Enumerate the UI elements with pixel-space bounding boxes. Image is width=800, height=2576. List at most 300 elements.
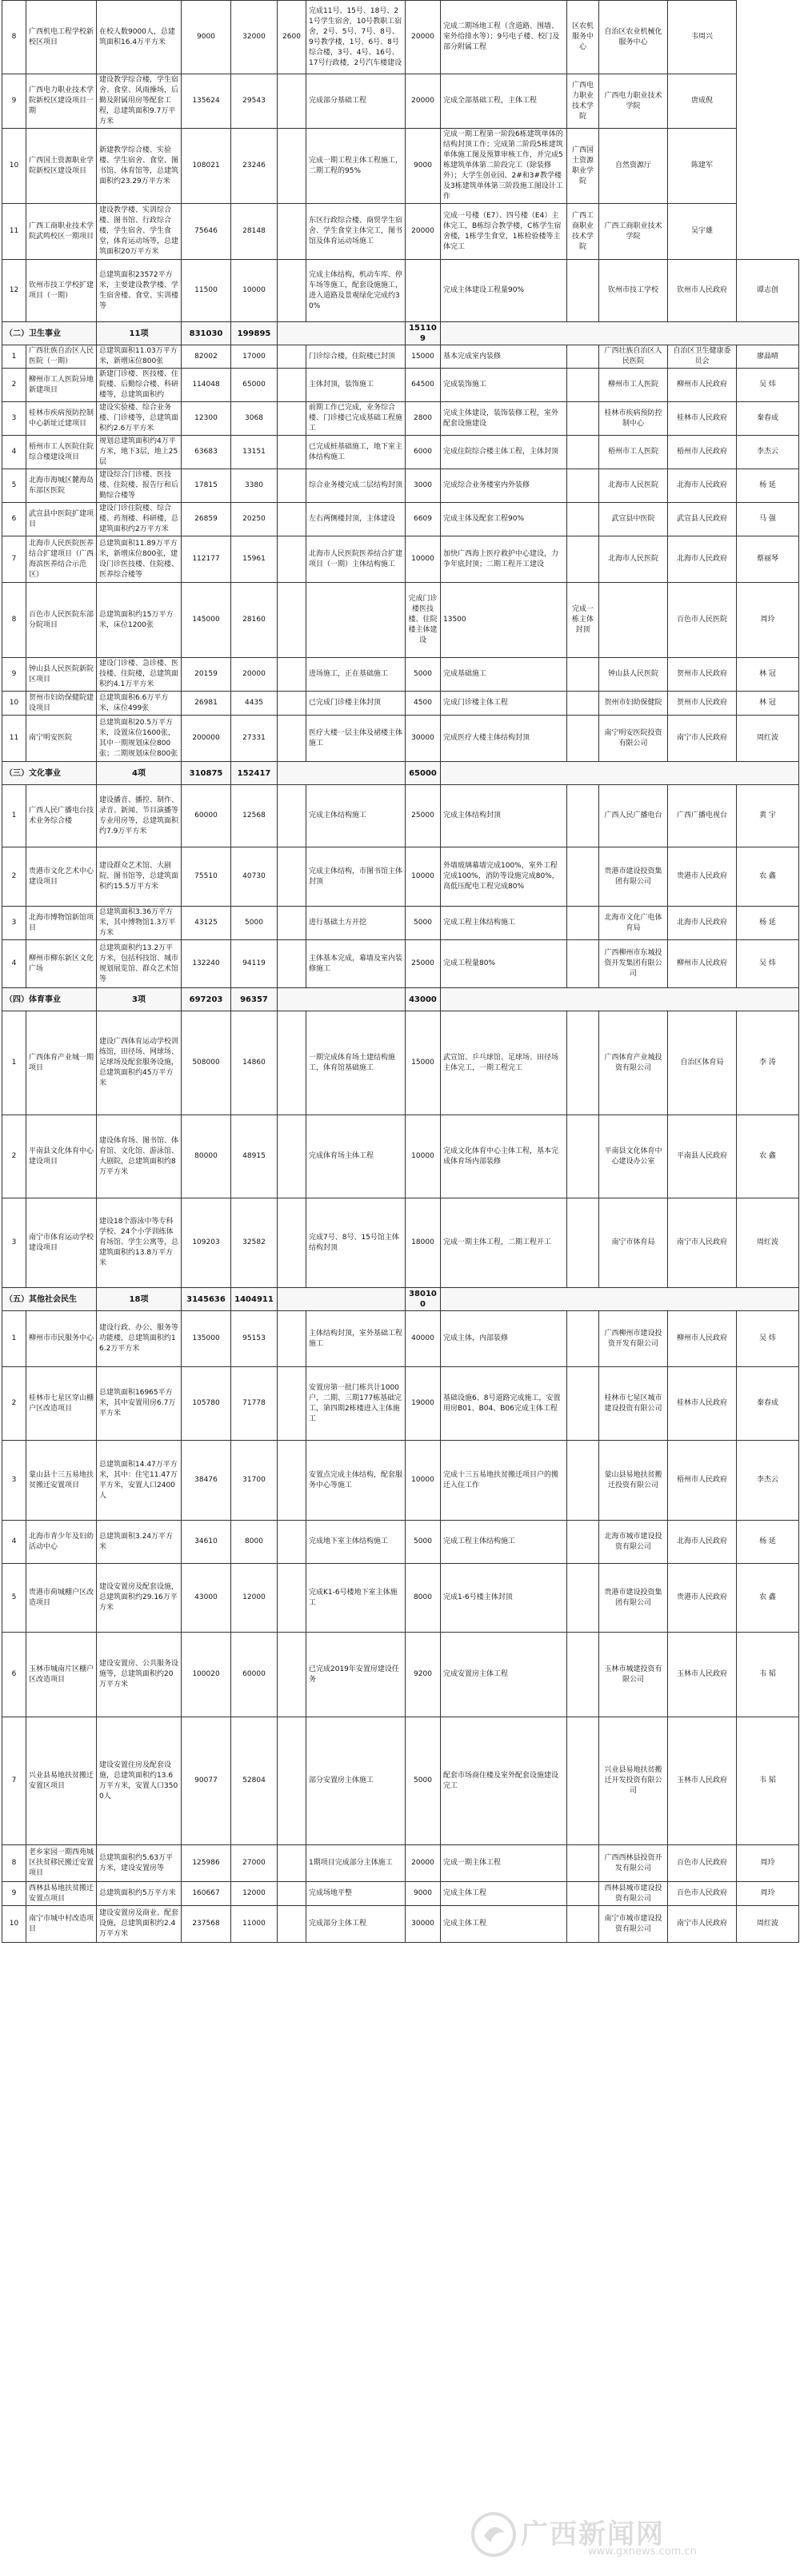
cell-contact-person: 农 鑫 <box>737 1564 799 1633</box>
cell-contact-person: 吴 炜 <box>737 940 799 988</box>
section-blank <box>278 1288 406 1311</box>
cell-annual-plan: 25000 <box>406 785 441 847</box>
cell-blank-col <box>278 345 306 369</box>
cell-blank-col <box>278 1906 306 1943</box>
cell-project-name: 柳州市柳东新区文化广场 <box>26 940 97 988</box>
cell-blank-col <box>278 503 306 536</box>
cell-responsible-department: 百色市人民政府 <box>668 1882 737 1906</box>
cell-blank-col <box>278 1115 306 1198</box>
cell-blank-col <box>567 1845 599 1882</box>
cell-contact-person: 周红波 <box>737 1906 799 1943</box>
cell-owner-unit: 广西人民广播电台 <box>599 785 668 847</box>
cell-responsible-department: 百色市人民政府 <box>668 1845 737 1882</box>
cell-progress-end-of-2019 <box>306 583 406 658</box>
cell-row-index: 10 <box>2 692 26 716</box>
cell-progress-end-of-2019: 一期完成体育场土建结构施工，体育馆基础施工 <box>306 1011 406 1115</box>
cell-project-name: 柳州市市民服务中心 <box>26 1311 97 1367</box>
cell-progress-end-of-2019: 完成7号、8号、15号馆主体结构封顶 <box>306 1198 406 1288</box>
cell-contact-person: 周玲 <box>737 583 799 658</box>
cell-row-index: 3 <box>2 907 26 940</box>
cell-project-name: 桂林市七星区穿山棚户区改造项目 <box>26 1367 97 1441</box>
cell-total-investment: 100020 <box>182 1633 231 1717</box>
cell-blank-col <box>567 907 599 940</box>
cell-responsible-department: 北海市人民政府 <box>668 536 737 583</box>
cell-project-name: 北海市博物馆新馆项目 <box>26 907 97 940</box>
cell-contact-person: 林 冠 <box>737 658 799 692</box>
section-count: 4项 <box>97 762 182 785</box>
cell-total-investment: 75646 <box>182 204 231 260</box>
cell-project-name: 广西人民广播电台技术业务综合楼 <box>26 785 97 847</box>
cell-blank-col <box>278 940 306 988</box>
cell-owner-unit: 蒙山县易地扶贫搬迁投资有限公司 <box>599 1441 668 1521</box>
cell-owner-unit: 北海市人民医院 <box>599 536 668 583</box>
cell-row-index: 8 <box>2 583 26 658</box>
table-row <box>2 74 799 129</box>
cell-completed-investment: 3068 <box>231 402 278 436</box>
cell-row-index: 1 <box>2 345 26 369</box>
cell-total-investment: 132240 <box>182 940 231 988</box>
cell-owner-unit: 广西电力职业技术学院 <box>599 74 668 129</box>
table-row <box>2 1011 799 1115</box>
cell-progress-end-of-2019: 已完成2019年安置房建设任务 <box>306 1633 406 1717</box>
cell-progress-end-of-2019: 完成场地平整 <box>306 1882 406 1906</box>
section-count: 18项 <box>97 1288 182 1311</box>
cell-total-investment: 112177 <box>182 536 231 583</box>
cell-construction-scale: 建设安置房及商业、配套设施，总建筑面积约2.4万平方米 <box>97 1906 182 1943</box>
table-body <box>2 1 799 1943</box>
cell-annual-plan: 19000 <box>406 1367 441 1441</box>
cell-owner-unit: 钟山县人民医院 <box>599 658 668 692</box>
cell-blank-col: 2600 <box>278 1 306 74</box>
cell-owner-unit: 桂林市七星区城市建设投资有限公司 <box>599 1367 668 1441</box>
cell-annual-target: 武宣馆、乒乓球馆、足球场、田径场主体完工，一期工程完工 <box>441 1011 567 1115</box>
cell-progress-end-of-2019: 完成主体结构，市图书馆主体封顶 <box>306 847 406 907</box>
cell-completed-investment: 4435 <box>231 692 278 716</box>
cell-responsible-department: 玉林市人民政府 <box>668 1633 737 1717</box>
cell-total-investment: 43125 <box>182 907 231 940</box>
cell-row-index: 9 <box>2 658 26 692</box>
cell-owner-unit: 南宁市体育局 <box>599 1198 668 1288</box>
cell-owner-unit <box>599 583 668 658</box>
cell-total-investment: 160667 <box>182 1882 231 1906</box>
cell-contact-person: 杨 延 <box>737 469 799 503</box>
cell-blank-col <box>567 1441 599 1521</box>
cell-blank-col: 广西国土资源职业学院 <box>567 129 599 204</box>
cell-completed-investment: 12000 <box>231 1564 278 1633</box>
cell-responsible-department: 南宁市人民政府 <box>668 1906 737 1943</box>
cell-contact-person: 吴 炜 <box>737 369 799 402</box>
cell-completed-investment: 17000 <box>231 345 278 369</box>
section-annual-plan: 43000 <box>406 988 441 1011</box>
cell-annual-target: 外墙玻璃幕墙完成100%，室外工程完成100%，消防等设施完成80%，高低压配电工程完成80% <box>441 847 567 907</box>
section-label: （二）卫生事业 <box>2 322 97 345</box>
site-watermark <box>468 2509 788 2565</box>
section-label: （三）文化事业 <box>2 762 97 785</box>
cell-progress-end-of-2019: 左右两侧楼封顶，主体建设 <box>306 503 406 536</box>
cell-construction-scale: 总建筑面积约13.2万平方米，包括科技馆、城市规划展览馆、群众艺术馆等 <box>97 940 182 988</box>
cell-blank-col <box>278 536 306 583</box>
cell-contact-person: 农 鑫 <box>737 847 799 907</box>
cell-owner-unit: 广西西林县投资开发有限公司 <box>599 1845 668 1882</box>
cell-contact-person: 秦春成 <box>737 1367 799 1441</box>
cell-progress-end-of-2019: 北海市人民医院医养结合扩建项目（一期）主体结构施工 <box>306 536 406 583</box>
cell-responsible-department: 吴宇雄 <box>668 204 737 260</box>
table-row <box>2 1906 799 1943</box>
cell-project-name: 梧州市工人医院住院综合楼建设项目 <box>26 436 97 469</box>
cell-construction-scale: 建设群众艺术馆、大剧院、图书馆等，总建筑面积约15.5万平方米 <box>97 847 182 907</box>
cell-responsible-department: 柳州市人民政府 <box>668 940 737 988</box>
cell-owner-unit: 西林县城市建设投资有限公司 <box>599 1882 668 1906</box>
section-total-investment: 310875 <box>182 762 231 785</box>
section-blank <box>441 762 799 785</box>
cell-contact-person: 谭志创 <box>737 260 799 322</box>
cell-owner-unit: 柳州市工人医院 <box>599 369 668 402</box>
cell-completed-investment: 40730 <box>231 847 278 907</box>
cell-total-investment: 82002 <box>182 345 231 369</box>
cell-construction-scale: 总建筑面积20.5万平方米，设置床位1600张，其中一期规划床位800张；二期规划床位800张 <box>97 716 182 762</box>
cell-completed-investment: 52804 <box>231 1717 278 1845</box>
cell-blank-col <box>567 1367 599 1441</box>
cell-row-index: 2 <box>2 847 26 907</box>
section-label: （四）体育事业 <box>2 988 97 1011</box>
cell-construction-scale: 建设综合门诊楼、医技楼、住院楼、报告厅和后勤综合楼等 <box>97 469 182 503</box>
cell-row-index: 9 <box>2 1882 26 1906</box>
cell-total-investment: 237568 <box>182 1906 231 1943</box>
cell-total-investment: 9000 <box>182 1 231 74</box>
table-row <box>2 1717 799 1845</box>
cell-annual-plan: 10000 <box>406 536 441 583</box>
cell-contact-person: 韦 韬 <box>737 1633 799 1717</box>
cell-contact-person: 李杰云 <box>737 1441 799 1521</box>
table-row <box>2 1441 799 1521</box>
cell-contact-person: 周红波 <box>737 1198 799 1288</box>
cell-progress-end-of-2019: 完成一期工程主体工程施工，二期工程的95% <box>306 129 406 204</box>
cell-blank-col <box>278 204 306 260</box>
cell-annual-target: 完成基础施工 <box>441 658 567 692</box>
cell-blank-col <box>567 847 599 907</box>
cell-construction-scale: 建设18个游泳中等专科学校、24个小学训练体育场馆、学生公寓等，总建筑面积约13.8万平方米 <box>97 1198 182 1288</box>
cell-total-investment: 26981 <box>182 692 231 716</box>
cell-owner-unit: 南宁市城市建设投资有限公司 <box>599 1906 668 1943</box>
cell-blank-col <box>278 1011 306 1115</box>
cell-total-investment: 90077 <box>182 1717 231 1845</box>
table-row <box>2 785 799 847</box>
cell-progress-end-of-2019: 已完成桩基础施工，地下室主体结构施工 <box>306 436 406 469</box>
cell-project-name: 钦州市技工学校扩建项目（一期） <box>26 260 97 322</box>
cell-responsible-department: 平南县人民政府 <box>668 1115 737 1198</box>
cell-construction-scale: 建设播音、播控、制作、录音、新闻、节目演播等专业用房等，总建筑面积约7.9万平方米 <box>97 785 182 847</box>
cell-row-index: 11 <box>2 716 26 762</box>
table-row <box>2 940 799 988</box>
cell-project-name: 广西机电工程学校新校区项目 <box>26 1 97 74</box>
cell-annual-plan: 6609 <box>406 503 441 536</box>
cell-row-index: 2 <box>2 1367 26 1441</box>
cell-responsible-department: 百色市人民医院 <box>668 583 737 658</box>
cell-project-name: 柳州市工人医院异地新建项目 <box>26 369 97 402</box>
section-completed-investment: 199895 <box>231 322 278 345</box>
cell-annual-plan: 64500 <box>406 369 441 402</box>
cell-construction-scale: 在校人数9000人，总建筑面积16.4万平方米 <box>97 1 182 74</box>
cell-blank-col <box>567 940 599 988</box>
cell-annual-target: 完成一号楼（E7）、四号楼（E4）主体完工，B栋综合教学楼，C栋学生宿舍楼，1栋学生食堂，1栋检验楼等主体完工 <box>441 204 567 260</box>
cell-total-investment: 145000 <box>182 583 231 658</box>
cell-annual-target: 基本完成室内装修 <box>441 345 567 369</box>
cell-construction-scale: 总建筑面积16965平方米，其中安置用房6.7万平方米 <box>97 1367 182 1441</box>
section-header-row <box>2 762 799 785</box>
cell-project-name: 南宁明安医院 <box>26 716 97 762</box>
section-blank <box>278 762 406 785</box>
cell-blank-col <box>567 785 599 847</box>
section-count: 3项 <box>97 988 182 1011</box>
cell-completed-investment: 27331 <box>231 716 278 762</box>
project-list-document <box>2 0 798 1943</box>
cell-blank-col <box>567 1906 599 1943</box>
cell-blank-col <box>278 402 306 436</box>
cell-responsible-department: 桂林市人民政府 <box>668 1367 737 1441</box>
cell-progress-end-of-2019: 进行基础土方开挖 <box>306 907 406 940</box>
cell-construction-scale: 建设门诊住院楼、综合楼、药剂楼、科研楼，总建筑面积约2万平方米 <box>97 503 182 536</box>
cell-row-index: 6 <box>2 503 26 536</box>
cell-completed-investment: 15961 <box>231 536 278 583</box>
cell-annual-target: 完成主体及配套工程90% <box>441 503 567 536</box>
cell-annual-plan: 9200 <box>406 1633 441 1717</box>
cell-row-index: 7 <box>2 536 26 583</box>
cell-construction-scale: 建设教学楼、实训综合楼、图书馆、行政综合楼，学生宿舍、学生食堂，体育运动场等，总建筑面积20万平方米 <box>97 204 182 260</box>
cell-construction-scale: 总建筑面积11.03万平方米，新增床位800张 <box>97 345 182 369</box>
cell-blank-col <box>567 658 599 692</box>
cell-total-investment: 135624 <box>182 74 231 129</box>
cell-annual-target: 配套市场商住楼及室外配套设施建设完工 <box>441 1717 567 1845</box>
section-header-row <box>2 1288 799 1311</box>
cell-responsible-department: 自治区卫生健康委员会 <box>668 345 737 369</box>
cell-owner-unit: 贵港市建设投资集团有限公司 <box>599 1564 668 1633</box>
cell-total-investment: 12300 <box>182 402 231 436</box>
cell-blank-col <box>567 692 599 716</box>
cell-annual-plan: 5000 <box>406 1521 441 1564</box>
cell-blank-col <box>278 1633 306 1717</box>
cell-contact-person: 杨 延 <box>737 907 799 940</box>
table-row <box>2 583 799 658</box>
cell-total-investment: 43000 <box>182 1564 231 1633</box>
cell-blank-col <box>278 1564 306 1633</box>
cell-total-investment: 60000 <box>182 785 231 847</box>
cell-row-index: 8 <box>2 1845 26 1882</box>
cell-progress-end-of-2019: 前期工作已完成，业务综合楼、门诊楼已完成基础工程施工 <box>306 402 406 436</box>
cell-blank-col <box>278 129 306 204</box>
cell-progress-end-of-2019: 完成部分基础工程 <box>306 74 406 129</box>
cell-completed-investment: 20250 <box>231 503 278 536</box>
table-row <box>2 1198 799 1288</box>
cell-blank-col <box>567 503 599 536</box>
cell-annual-plan: 25000 <box>406 940 441 988</box>
cell-completed-investment: 14860 <box>231 1011 278 1115</box>
cell-construction-scale: 建设门诊楼、急诊楼、医技楼、住院楼，总建筑面积约4.1万平方米 <box>97 658 182 692</box>
cell-row-index: 4 <box>2 436 26 469</box>
cell-construction-scale: 新建教学综合楼、实验楼、学生宿舍、食堂、图书馆、体育馆等，总建筑面积约23.29万平方米 <box>97 129 182 204</box>
cell-owner-unit: 桂林市疾病预防控制中心 <box>599 402 668 436</box>
cell-blank-col <box>567 1564 599 1633</box>
table-row <box>2 847 799 907</box>
cell-annual-plan: 20000 <box>406 74 441 129</box>
cell-construction-scale: 建设实验楼、综合业务楼、门诊楼等，总建筑面积约2.6万平方米 <box>97 402 182 436</box>
cell-responsible-department: 广西广播电视台 <box>668 785 737 847</box>
cell-completed-investment: 71778 <box>231 1367 278 1441</box>
cell-progress-end-of-2019: 完成11号、15号、18号、21号学生宿舍，10号教职工宿舍，2号、5号、7号、8号、9号教学楼，1号、6号、8号综合楼，3号、4号、16号、17号行政楼，2号汽车楼建设 <box>306 1 406 74</box>
cell-blank-col <box>278 907 306 940</box>
cell-contact-person: 李杰云 <box>737 436 799 469</box>
cell-blank-col <box>278 1882 306 1906</box>
cell-construction-scale: 总建筑面积约5.63万平方米，建设安置房等 <box>97 1845 182 1882</box>
section-annual-plan: 380100 <box>406 1288 441 1311</box>
cell-project-name: 武宣县中医院扩建项目 <box>26 503 97 536</box>
cell-contact-person: 廖晶晴 <box>737 345 799 369</box>
cell-owner-unit: 兴业县易地扶贫搬迁开发投资有限公司 <box>599 1717 668 1845</box>
cell-annual-target: 完成二期场地工程（含道路、围墙、室外给排水等）；9号电子楼、校门及部分附属工程 <box>441 1 567 74</box>
cell-total-investment: 508000 <box>182 1011 231 1115</box>
cell-blank-col <box>567 716 599 762</box>
cell-completed-investment: 95153 <box>231 1311 278 1367</box>
cell-contact-person: 杨 延 <box>737 1521 799 1564</box>
cell-annual-target: 加快广西海上医疗救护中心建设，力争年底封顶；二期工程开工建设 <box>441 536 567 583</box>
cell-progress-end-of-2019: 完成部分主体工程 <box>306 1906 406 1943</box>
cell-responsible-department: 北海市人民政府 <box>668 1521 737 1564</box>
cell-annual-target: 完成1-6号楼主体封顶 <box>441 1564 567 1633</box>
cell-annual-plan: 2800 <box>406 402 441 436</box>
cell-project-name: 广西国土资源职业学院新校区建设项目 <box>26 129 97 204</box>
section-completed-investment: 1404911 <box>231 1288 278 1311</box>
cell-row-index: 10 <box>2 1906 26 1943</box>
cell-total-investment: 26859 <box>182 503 231 536</box>
table-row <box>2 503 799 536</box>
cell-blank-col <box>278 716 306 762</box>
cell-annual-target: 完成工程量80% <box>441 940 567 988</box>
cell-construction-scale: 总建筑面积3.24万平方米 <box>97 1521 182 1564</box>
cell-responsible-department: 自治区体育局 <box>668 1011 737 1115</box>
watermark-site-name: 广西新闻网 <box>521 2518 665 2550</box>
cell-project-name: 北海市人民医院医养结合扩建项目（广西海滨医养结合示范区） <box>26 536 97 583</box>
cell-annual-target: 13500 <box>441 583 567 658</box>
cell-construction-scale: 建设教学综合楼，学生宿舍、食堂、风雨操场，后勤及附属用房等配套工程，总建筑面积9.7万平方米 <box>97 74 182 129</box>
cell-progress-end-of-2019: 部分安置房主体施工 <box>306 1717 406 1845</box>
section-annual-plan: 151109 <box>406 322 441 345</box>
logo-icon <box>470 2510 518 2558</box>
cell-project-name: 南宁市城中村改造项目 <box>26 1906 97 1943</box>
cell-project-name: 广西壮族自治区人民医院（一期） <box>26 345 97 369</box>
cell-construction-scale: 建设安置房及配套设施，总建筑面积约29.16万平方米 <box>97 1564 182 1633</box>
cell-row-index: 5 <box>2 469 26 503</box>
cell-completed-investment: 31700 <box>231 1441 278 1521</box>
cell-blank-col <box>278 1311 306 1367</box>
cell-owner-unit: 武宣县中医院 <box>599 503 668 536</box>
cell-blank-col <box>567 1115 599 1198</box>
cell-project-name: 钟山县人民医院新院区项目 <box>26 658 97 692</box>
cell-annual-target: 完成一期主体工程，二期工程开工 <box>441 1198 567 1288</box>
cell-annual-target: 完成门诊楼主体工程 <box>441 692 567 716</box>
cell-progress-end-of-2019: 主体结构封顶，室外基础工程施工 <box>306 1311 406 1367</box>
cell-project-name: 广西电力职业技术学院新校区建设项目一期 <box>26 74 97 129</box>
cell-total-investment: 105780 <box>182 1367 231 1441</box>
cell-contact-person: 周红波 <box>737 716 799 762</box>
section-label: （五）其他社会民生 <box>2 1288 97 1311</box>
cell-construction-scale: 总建筑面积约15万平方米，床位1200张 <box>97 583 182 658</box>
cell-progress-end-of-2019: 安置点完成主体结构，配套服务中心等施工 <box>306 1441 406 1521</box>
cell-progress-end-of-2019: 东区行政综合楼、商贸学生宿舍、学生食堂主体完工，图书馆及体育运动场施工 <box>306 204 406 260</box>
section-total-investment: 3145636 <box>182 1288 231 1311</box>
cell-blank-col <box>278 260 306 322</box>
cell-annual-target: 完成文化体育中心主体工程，基本完成体育场内部装修 <box>441 1115 567 1198</box>
cell-completed-investment: 94119 <box>231 940 278 988</box>
table-row <box>2 692 799 716</box>
cell-row-index: 1 <box>2 1311 26 1367</box>
section-annual-plan: 65000 <box>406 762 441 785</box>
cell-project-name: 广西体育产业城一期项目 <box>26 1011 97 1115</box>
cell-annual-plan: 10000 <box>406 1441 441 1521</box>
cell-progress-end-of-2019: 进场施工，正在基础施工 <box>306 658 406 692</box>
cell-construction-scale: 建设广西体育运动学校训练馆，田径场、网球场、足球场及配套服务设施，总建筑面积约45万平方米 <box>97 1011 182 1115</box>
cell-progress-end-of-2019: 综合业务楼完成二层结构封顶 <box>306 469 406 503</box>
cell-construction-scale: 总建筑面积约5万平方米 <box>97 1882 182 1906</box>
cell-construction-scale: 建设安置房、公共服务设施等，总建筑面积约20万平方米 <box>97 1633 182 1717</box>
cell-responsible-department: 桂林市人民政府 <box>668 402 737 436</box>
cell-annual-plan: 9000 <box>406 129 441 204</box>
cell-annual-plan: 15000 <box>406 345 441 369</box>
cell-owner-unit: 北海市文化广电体育局 <box>599 907 668 940</box>
table-row <box>2 129 799 204</box>
cell-contact-person: 周玲 <box>737 1845 799 1882</box>
cell-blank-col <box>278 74 306 129</box>
cell-annual-plan: 30000 <box>406 1906 441 1943</box>
cell-project-name: 西林县易地扶贫搬迁安置点项目 <box>26 1882 97 1906</box>
cell-blank-col <box>567 1198 599 1288</box>
cell-annual-plan: 10000 <box>406 1115 441 1198</box>
project-table <box>2 0 799 1943</box>
cell-annual-target: 完成工程主体结构施工 <box>441 907 567 940</box>
cell-row-index: 6 <box>2 1633 26 1717</box>
cell-progress-end-of-2019: 已完成门诊楼主体封顶 <box>306 692 406 716</box>
cell-annual-plan <box>406 260 441 322</box>
cell-total-investment: 135000 <box>182 1311 231 1367</box>
cell-responsible-department: 柳州市人民政府 <box>668 1311 737 1367</box>
cell-total-investment: 34610 <box>182 1521 231 1564</box>
cell-total-investment: 63683 <box>182 436 231 469</box>
section-completed-investment: 96357 <box>231 988 278 1011</box>
cell-total-investment: 200000 <box>182 716 231 762</box>
cell-completed-investment: 13151 <box>231 436 278 469</box>
cell-blank-col <box>278 583 306 658</box>
cell-row-index: 2 <box>2 1115 26 1198</box>
cell-row-index: 3 <box>2 402 26 436</box>
table-row <box>2 260 799 322</box>
table-row <box>2 402 799 436</box>
cell-blank-col: 广西工商职业技术学院 <box>567 204 599 260</box>
cell-blank-col <box>278 1717 306 1845</box>
cell-annual-target: 完成主体建设，装饰装修工程，室外配套设施建设 <box>441 402 567 436</box>
cell-row-index: 9 <box>2 74 26 129</box>
cell-blank-col: 广西电力职业技术学院 <box>567 74 599 129</box>
cell-blank-col <box>278 1198 306 1288</box>
cell-responsible-department: 贵港市人民政府 <box>668 1564 737 1633</box>
table-row <box>2 716 799 762</box>
cell-project-name: 蒙山县十三五易地扶贫搬迁安置项目 <box>26 1441 97 1521</box>
table-row <box>2 436 799 469</box>
cell-project-name: 贵港市荷城棚户区改造项目 <box>26 1564 97 1633</box>
cell-blank-col <box>567 436 599 469</box>
cell-owner-unit: 南宁明安医院投资有限公司 <box>599 716 668 762</box>
cell-progress-end-of-2019: 完成主体结构，机动车库、停车场等施工，配套设施施工，进入道路及景观绿化完成约30% <box>306 260 406 322</box>
cell-completed-investment: 32582 <box>231 1198 278 1288</box>
cell-project-name: 北海市青少年及妇幼活动中心 <box>26 1521 97 1564</box>
table-row <box>2 369 799 402</box>
